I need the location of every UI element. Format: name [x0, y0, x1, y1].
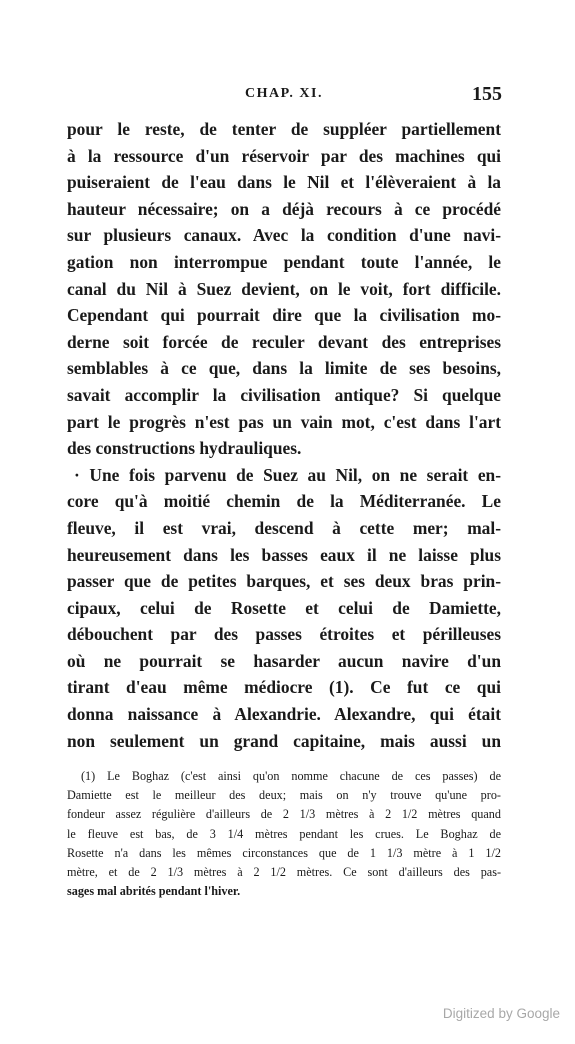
- footnote: [67, 767, 501, 901]
- text-line: core qu'à moitié chemin de la Méditerranée. Le: [67, 491, 501, 512]
- text-line: pour le reste, de tenter de suppléer partiellement: [67, 119, 501, 139]
- text-line: passer que de petites barques, et ses deux bras prin-: [67, 571, 501, 592]
- text-line: donna naissance à Alexandrie. Alexandre, qui était: [67, 704, 501, 725]
- text-line: savait accomplir la civilisation antique? Si quelque: [67, 384, 501, 405]
- text-line: · Une fois parvenu de Suez au Nil, on ne serait en-: [74, 464, 501, 485]
- text-line: Cependant qui pourrait dire que la civilisation mo-: [67, 305, 501, 326]
- text-line: des constructions hydrauliques.: [67, 438, 302, 459]
- body-text: [67, 116, 501, 754]
- footnote-line: mètre, et de 2 1/3 mètres à 2 1/2 mètres. Ce sont d'ailleurs des pas-: [67, 864, 501, 879]
- text-line: puiseraient de l'eau dans le Nil et l'élèveraient à la: [67, 172, 501, 193]
- text-line: semblables à ce que, dans la limite de ses besoins,: [67, 358, 501, 379]
- footnote-line: sages mal abrités pendant l'hiver.: [67, 884, 241, 899]
- text-line: cipaux, celui de Rosette et celui de Damiette,: [67, 597, 501, 618]
- text-line: débouchent par des passes étroites et périlleuses: [67, 624, 501, 645]
- footnote-line: le fleuve est bas, de 3 1/4 mètres pendant les crues. Le Boghaz de: [67, 826, 501, 841]
- footnote-line: (1) Le Boghaz (c'est ainsi qu'on nomme chacune de ces passes) de: [81, 769, 501, 783]
- chapter-title: CHAP. XI.: [245, 86, 323, 101]
- footnote-line: Damiette est le meilleur des deux; mais on n'y trouve qu'une pro-: [67, 788, 501, 803]
- text-line: sur plusieurs canaux. Avec la condition d'une navi-: [67, 225, 501, 246]
- text-line: à la ressource d'un réservoir par des machines qui: [67, 145, 501, 166]
- footnote-line: fondeur assez régulière d'ailleurs de 2 1/3 mètres à 2 1/2 mètres quand: [67, 807, 501, 822]
- text-line: fleuve, il est vrai, descend à cette mer; mal-: [67, 517, 501, 538]
- running-head: [66, 83, 502, 110]
- page-number: 155: [472, 83, 502, 105]
- footnote-line: Rosette n'a dans les mêmes circonstances que de 1 1/3 mètre à 1 1/2: [67, 845, 501, 860]
- text-line: gation non interrompue pendant toute l'année, le: [67, 251, 501, 272]
- text-line: heureusement dans les basses eaux il ne laisse plus: [67, 544, 501, 565]
- text-line: non seulement un grand capitaine, mais aussi un: [67, 730, 501, 751]
- text-line: derne soit forcée de reculer devant des entreprises: [67, 331, 501, 352]
- text-line: où ne pourrait se hasarder aucun navire d'un: [67, 650, 501, 671]
- text-line: tirant d'eau même médiocre (1). Ce fut ce qui: [67, 677, 501, 698]
- text-line: part le progrès n'est pas un vain mot, c'est dans l'art: [67, 411, 501, 432]
- text-line: hauteur nécessaire; on a déjà recours à ce procédé: [67, 198, 501, 219]
- digitized-watermark: Digitized by Google: [442, 1006, 560, 1021]
- text-line: canal du Nil à Suez devient, on le voit, fort difficile.: [67, 278, 501, 299]
